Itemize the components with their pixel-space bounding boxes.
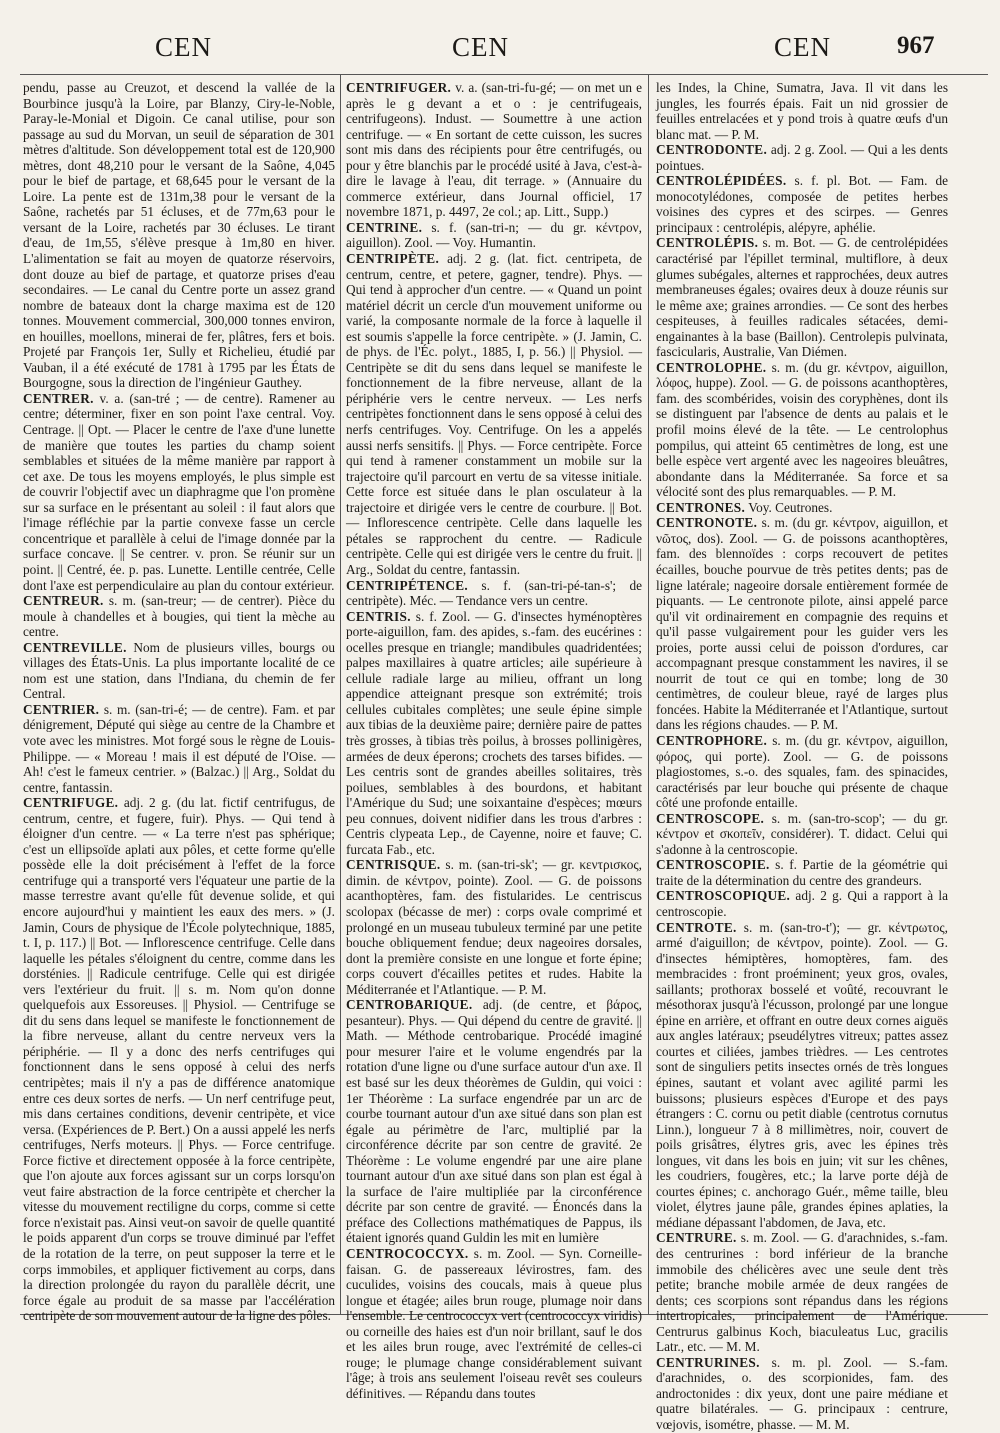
column-3: [656, 80, 949, 1433]
entry-headword: CENTRINE.: [346, 219, 423, 235]
entry-definition: adj. (de centre, et βάρος, pesanteur). Phys. — Qui dépend du centre de gravité. || Math. — Méthode centrobarique. Procédé imaginé pour mesurer l'aire et le volume engendrés par la rotation d'une ligne ou d'une surface autour d'un axe. Il est basé sur les deux théorèmes de Guldin, qui voici : 1er Théorème : La surface engendrée par un arc de courbe tournant autour d'un axe situé dans son plan est égale au périmètre de l'arc, multiplié par la circonférence décrite par son centre de gravité. 2e Théorème : Le volume engendré par une aire plane tournant autour d'un axe situé dans son plan est égal à la surface de l'aire multipliée par la circonférence décrite par son centre de gravité. — Énoncés dans la préface des Collections mathématiques de Pappus, ils étaient ignorés quand Guldin les mit en lumière: [346, 997, 642, 1246]
entry-definition: s. m. (san-tro-t'); — gr. κέντρωτος, armé d'aiguillon; de κέντρον, pointe). Zool. — G. d'insectes hémiptères, homoptères, fam. des membracides : front proéminent; yeux gros, ovales, saillants; prothorax bosselé et voûté, recouvrant le mésothorax jusqu'à l'écusson, prolongé par une longue épine en arrière, et offrant en outre deux cornes aiguës aux angles latéraux; pseudélytres vitreux; pattes assez courtes et ciliées, jambes trièdres. — Les centrotes sont de singuliers petits insectes ornés de très longues épines, sautant et volant avec agilité parmi les buissons; plusieurs espèces d'Europe et des pays étrangers : C. cornu ou petit diable (centrotus cornutus Linn.), longueur 7 à 8 millimètres, noir, couvert de poils grisâtres, élytres gris, avec les épines très longues, vit dans les bois en juin; vit sur les chênes, les coudriers, fougères, etc.; la larve porte déjà de courtes épines; c. anchorago Guér., même taille, bleu violet, élytres jaune pâle, grandes épines aplaties, la médiane dépassant l'abdomen, de Java, etc.: [656, 919, 948, 1230]
dictionary-entry: [656, 173, 948, 235]
entry-definition: v. a. (san-tri-fu-gé; — on met un e après le g devant a et o : je centrifugeais, centrifugeons). Indust. — Soumettre à une action centrifuge. — « En sortant de cette cuisson, les sucres sont mis dans des récipients pour être centrifugés, ou pour y être blanchis par le procédé usité à Java, c'est-à-dire le lavage à l'eau, dit terrage. » (Annuaire du commerce extérieur, dans Journal officiel, 17 novembre 1871, p. 4497, 2e col.; ap. Litt., Supp.): [346, 80, 642, 220]
entry-definition: s. m. pl. Zool. — S.-fam. d'arachnides, o. des scorpionides, fam. des androctonides : dix yeux, dont une paire médiane et quatre bilatérales. — G. principaux : centrure, vœjovis, isométre, phasse. — M. M.: [656, 1354, 948, 1433]
entry-headword: CENTRIPÉTENCE.: [346, 577, 469, 593]
dictionary-entry: [346, 251, 642, 577]
entry-definition: s. m. (san-tri-é; — de centre). Fam. et par dénigrement, Député qui siège au centre de la Chambre et vote avec les ministres. Mot forgé sous le règne de Louis-Philippe. — « Moreau ! mais il est député de l'Oise. — Ah! c'est le fameux centrier. » (Balzac.) || Arg., Soldat du centre, fantassin.: [23, 701, 335, 795]
entry-definition: les Indes, la Chine, Sumatra, Java. Il vit dans les jungles, les fourrés épais. Fait un nid grossier de feuilles entrelacées et y pond trois à quatre œufs d'un blanc mat. — P. M.: [656, 80, 948, 142]
column-1: [23, 80, 336, 1324]
dictionary-entry: [656, 733, 948, 811]
running-head-left: CEN: [155, 32, 212, 62]
dictionary-entry: [656, 500, 948, 516]
dictionary-entry: [346, 997, 642, 1246]
entry-headword: CENTREUR.: [23, 593, 104, 609]
dictionary-entry: [346, 857, 642, 997]
entry-headword: CENTROBARIQUE.: [346, 997, 473, 1013]
dictionary-entry: [346, 1246, 642, 1401]
entry-headword: CENTRIPÈTE.: [346, 251, 440, 267]
entry-headword: CENTRIFUGER.: [346, 80, 452, 95]
dictionary-entry: [656, 920, 948, 1231]
entry-headword: CENTRURINES.: [656, 1354, 760, 1370]
entry-definition: Nom de plusieurs villes, bourgs ou villages des États-Unis. La plus importante localité de ce nom est une station, dans l'Indiana, du chemin de fer Central.: [23, 639, 335, 702]
dictionary-entry: [656, 80, 948, 142]
dictionary-entry: [23, 702, 335, 795]
dictionary-entry: [23, 640, 335, 702]
dictionary-entry: [656, 142, 948, 173]
entry-headword: CENTRODONTE.: [656, 142, 768, 158]
entry-headword: CENTROSCOPE.: [656, 810, 765, 826]
dictionary-entry: [656, 857, 948, 888]
running-head-center: CEN: [452, 32, 509, 62]
entry-definition: s. m. (du gr. κέντρον, aiguillon, φόρος, qui porte). Zool. — G. de poissons plagiostomes, s.-o. des squales, fam. des spinacides, caractérisés par leur bouche qui présente de chaque côté une profonde entaille.: [656, 732, 948, 811]
column-2: [346, 80, 643, 1401]
entry-definition: s. f. (san-tri-n; — du gr. κέντρον, aiguillon). Zool. — Voy. Humantin.: [346, 219, 642, 251]
dictionary-entry: [346, 609, 642, 858]
entry-definition: adj. 2 g. Qui a rapport à la centroscopie.: [656, 888, 949, 919]
dictionary-entry: [656, 360, 948, 500]
entry-headword: CENTROSCOPIE.: [656, 857, 770, 873]
entry-definition: s. m. (du gr. κέντρον, aiguillon, et νῶτος, dos). Zool. — G. de poissons acanthoptères, fam. des blennoïdes : corps recouvert de petites écailles, bouche pourvue de très petites dents; pas de ligne latérale; nageoire dorsale entièrement formée de piquants. — Le centronote pilote, ainsi appelé parce qu'il vit ordinairement en compagnie des requins et qu'il passe vulgairement pour les guider vers les proies, porte aussi celui de poisson d'ordures, car accompagnant presque constamment les navires, il se nourrit de tout ce qui en tombe; long de 30 centimètres, de couleur bleue, rayé de larges plus foncées. Habite la Méditerranée et l'Atlantique, surtout dans les régions chaudes. — P. M.: [656, 515, 948, 733]
entry-definition: s. f. (san-tri-pé-tan-s'; de centripète). Méc. — Tendance vers un centre.: [346, 577, 643, 609]
entry-definition: s. m. (san-tro-scop'; — du gr. κέντρον et σκοπεῖν, considérer). T. didact. Celui qui s'adonne à la centroscopie.: [656, 810, 948, 857]
entry-definition: s. m. Bot. — G. de centrolépidées caractérisé par l'épillet terminal, multiflore, à deux glumes subégales, alternes et rapprochées, deux autres membraneuses égales; ovaires deux à douze réunis sur le même axe; graines arrondies. — Ce sont des herbes cespiteuses, à feuilles radicales sétacées, demi-engainantes à la base (Baillon). Centrolepis pulvinata, fascicularis, Australie, Van Diémen.: [656, 235, 948, 360]
dictionary-entry: [656, 1355, 948, 1433]
dictionary-entry: [23, 80, 335, 391]
entry-headword: CENTRER.: [23, 390, 94, 406]
entry-headword: CENTROLÉPIDÉES.: [656, 173, 787, 189]
entry-definition: s. f. pl. Bot. — Fam. de monocotylédones, composée de petites herbes voisines des cypres et des scirpes. — Genres principaux : centrolépis, alépyre, aphélie.: [656, 173, 949, 235]
column-divider-1: [340, 75, 341, 1315]
entry-headword: CENTROTE.: [656, 919, 737, 935]
entry-definition: adj. 2 g. (lat. fict. centripeta, de centrum, centre, et petere, gagner, tendre). Phys. — Qui tend à approcher d'un centre. — « Quand un point matériel décrit un cercle d'un mouvement uniforme ou varié, la composante normale de la force à laquelle il est soumis s'appelle la force centripète. » (J. Jamin, C. de phys. de l'Éc. polyt., 1885, I, p. 56.) || Physiol. — Centripète se dit du sens dans lequel se manifeste le fonctionnement de la fibre nerveuse, allant de la périphérie vers le centre nerveux. — Les nerfs centripètes fonctionnent dans le sens opposé à celui des nerfs centrifuges. Voy. Centrifuge. On les a appelés aussi nerfs sensitifs. || Phys. — Force centripète. Force qui tend à ramener constamment un mobile sur la trajectoire qu'il parcourt en vertu de sa vitesse initiale. Cette force est située dans le plan osculateur à la trajectoire et dirigée vers le centre de courbure. || Bot. — Inflorescence centripète. Celle dans laquelle les pétales se rapprochent du centre. — Radicule centripète. Celle qui est dirigée vers le centre du fruit. || Arg., Soldat du centre, fantassin.: [346, 251, 643, 577]
entry-definition: adj. 2 g. Zool. — Qui a les dents pointues.: [656, 142, 948, 173]
dictionary-entry: [346, 220, 642, 251]
entry-headword: CENTROLOPHE.: [656, 359, 767, 375]
top-rule: [20, 74, 988, 75]
entry-definition: s. m. (du gr. κέντρον, aiguillon, λόφος, huppe). Zool. — G. de poissons acanthoptères, fam. des scombérides, voisin des coryphènes, dont ils se distinguent par l'absence de dents au palais et le profil moins élevé de la tête. — Le centrolophus pompilus, qui atteint 65 centimètres de long, est une belle espèce vert argenté avec les nageoires bleuâtres, abondante dans la Méditerranée. Sa force et sa vélocité sont des plus remarquables. — P. M.: [656, 359, 948, 500]
entry-definition: pendu, passe au Creuzot, et descend la vallée de la Bourbince jusqu'à la Loire, par Blanzy, Ciry-le-Noble, Paray-le-Monial et Digoin. Ce canal utilise, pour son passage au sud du Morvan, un seuil de séparation de 301 mètres d'altitude. Son développement total est de 120,900 mètres, dont 48,210 pour le versant de la Saône, 4,045 pour le bief de partage, et 68,645 pour le versant de la Loire. La pente est de 131m,38 pour le versant de la Saône, rachetés par 51 écluses, et de 77m,63 pour le versant de la Loire, rachetés par 30 écluses. Le tirant d'eau, de 1m,55, s'élève presque à 1m,80 en hiver. L'alimentation se fait au moyen de quatorze réservoirs, dont douze au bief de partage, et quatorze prises d'eau secondaires. — Le canal du Centre porte un assez grand nombre de bateaux dont la charge maxima est de 120 tonnes. Mouvement commercial, 300,000 tonnes environ, en houilles, moellons, minerai de fer, plâtres, fers et bois. Projeté par François 1er, Sully et Richelieu, étudié par Vauban, il a été exécuté de 1781 à 1795 par les États de Bourgogne, sous la direction de l'ingénieur Gauthey.: [23, 80, 335, 391]
entry-headword: CENTRIFUGE.: [23, 795, 119, 811]
entry-definition: Voy. Ceutrones.: [748, 499, 833, 515]
dictionary-entry: [346, 578, 642, 609]
dictionary-entry: [656, 811, 948, 858]
dictionary-entry: [23, 593, 335, 640]
running-head-right: CEN: [774, 32, 831, 62]
dictionary-entry: [346, 80, 642, 220]
entry-headword: CENTROLÉPIS.: [656, 235, 759, 251]
entry-headword: CENTREVILLE.: [23, 639, 127, 655]
entry-definition: s. m. (san-tri-sk'; — gr. κεντρισκος, dimin. de κέντρον, pointe). Zool. — G. de poissons acanthoptères, fam. des fistularides. Le centriscus scolopax (bécasse de mer) : corps ovale comprimé et prolongé en un museau tubuleux terminé par une petite bouche obliquement fendue; deux nageoires dorsales, dont la première consiste en une longue et forte épine; corps couvert d'écailles petites et rudes. Habite la Méditerranée et l'Atlantique. — P. M.: [346, 857, 643, 997]
entry-headword: CENTRURE.: [656, 1230, 737, 1246]
entry-definition: v. a. (san-tré ; — de centre). Ramener au centre; déterminer, fixer en son point l'axe central. Voy. Centrage. || Opt. — Placer le centre de l'axe d'une lunette de manière que toutes les parties du champ soient semblables et situées de la même manière par rapport à cet axe. De tous les moyens employés, le plus simple est de couvrir l'objectif avec un diaphragme que l'on promène sur sa surface en le présentant au soleil : il faut alors que l'image réfléchie par la partie convexe fasse un cercle concentrique et parallèle à celui de l'image donnée par la surface concave. || Se centrer. v. pron. Se réunir sur un point. || Centré, ée. p. pas. Lunette. Lentille centrée, Celle dont l'axe est perpendiculaire au plan du contour extérieur.: [23, 390, 335, 593]
entry-headword: CENTRONOTE.: [656, 515, 758, 531]
entry-definition: s. f. Partie de la géométrie qui traite de la détermination du centre des grandeurs.: [656, 857, 948, 888]
entry-definition: s. f. Zool. — G. d'insectes hyménoptères porte-aiguillon, fam. des apides, s.-fam. des eucérines : ocelles presque en triangle; mandibules quadridentées; palpes maxillaires à quatre articles; aile supérieure à cellule radiale large au milieu, offrant un long appendice atteignant presque son extrémité; trois cellules cubitales complètes; une seule épine simple aux tibias de la deuxième paire; dernière paire de pattes très grosses, à tibias très poilus, à brosses pollinigères, armées de deux éperons; crochets des tarses bifides. — Les centris sont de grandes abeilles solitaires, très poilues, semblables à des bourdons, et habitant l'Amérique du Sud; une soixantaine d'espèces; mœurs peu connues, doivent nidifier dans les trous d'arbres : Centris clypeata Lep., de Cayenne, noire et fauve; C. furcata Fab., etc.: [346, 608, 642, 857]
dictionary-entry: [23, 795, 335, 1324]
dictionary-entry: [23, 391, 335, 593]
entry-headword: CENTRIS.: [346, 608, 411, 624]
entry-headword: CENTRIER.: [23, 701, 100, 717]
entry-definition: s. m. Zool. — G. d'arachnides, s.-fam. des centrurines : bord inférieur de la branche immobile des chélicères avec une seule dent très petite; branche mobile armée de deux rangées de dents; ces scorpions sont répandus dans les régions intertropicales, principalement de l'Amérique. Centrurus galbinus Koch, biaculeatus Luc, gracilis Latr., etc. — M. M.: [656, 1230, 948, 1355]
entry-headword: CENTRONES.: [656, 499, 746, 515]
running-header: [0, 32, 1000, 68]
entry-definition: s. m. Zool. — Syn. Corneille-faisan. G. de passereaux lévirostres, fam. des cuculides, voisins des coucals, mais à queue plus longue et étagée; ailes brun rouge, plumage noir dans l'ensemble. Le centrococcyx vert (centrococcyx viridis) ou corneille des haies est d'un noir brillant, sauf le dos et les ailes brun rouge, avec l'extrémité de celles-ci rouge; le plumage change considérablement suivant l'âge; à trois ans seulement l'oiseau revêt ses couleurs définitives. — Répandu dans toutes: [346, 1246, 643, 1401]
dictionary-entry: [656, 235, 948, 359]
entry-definition: s. m. (san-treur; — de centrer). Pièce du moule à chandelles et à bougies, qui tient la mèche au centre.: [23, 593, 336, 640]
dictionary-entry: [656, 1230, 948, 1354]
entry-headword: CENTROPHORE.: [656, 732, 768, 748]
column-divider-2: [648, 75, 649, 1315]
dictionary-entry: [656, 515, 948, 733]
entry-definition: adj. 2 g. (du lat. fictif centrifugus, de centrum, centre, et fugere, fuir). Phys. — Qui tend à éloigner d'un centre. — « La terre n'est pas sphérique; c'est un ellipsoïde aplati aux pôles, et cette forme qu'elle possède elle la doit précisément à l'effet de la force centrifuge qui a transporté vers l'équateur une partie de la masse terrestre avant qu'elle fût devenue solide, et qui encore aujourd'hui y maintient les eaux des mers. » (J. Jamin, Cours de physique de l'École polytechnique, 1885, t. I, p. 117.) || Bot. — Inflorescence centrifuge. Celle dans laquelle les pétales s'éloignent du centre, comme dans les dorsténies. || Radicule centrifuge. Celle qui est dirigée vers l'extérieur du fruit. || s. m. Nom qu'on donne quelquefois aux Essoreuses. || Physiol. — Centrifuge se dit du sens dans lequel se manifeste le fonctionnement de la fibre nerveuse, allant du centre nerveux vers la périphérie. — Il y a donc des nerfs centrifuges qui fonctionnent dans le sens opposé à celui des nerfs centripètes; mais il n'y a pas de différence anatomique entre ces deux sortes de nerfs. — Un nerf centrifuge peut, mis dans certaines conditions, devenir centripète, et vice versa. (Expériences de P. Bert.) On a aussi appelé les nerfs centrifuges, Nerfs moteurs. || Phys. — Force centrifuge. Force fictive et directement opposée à la force centripète, que l'on ajoute aux forces agissant sur un corps lorsqu'on veut faire abstraction de la force centripète et chercher la vitesse du mouvement rectiligne du corps, comme si cette force n'existait pas. Ainsi veut-on savoir de quelle quantité le poids apparent d'un corps se trouve diminué par l'effet de la rotation de la terre, on peut supposer la terre et le corps immobiles, et appliquer fictivement au corps, dans la direction prolongée du rayon du parallèle décrit, une force égale au produit de sa masse par l'accélération centripète de son mouvement autour de la ligne des pôles.: [23, 795, 335, 1324]
dictionary-entry: [656, 888, 948, 919]
page-number: 967: [897, 32, 935, 59]
entry-headword: CENTROSCOPIQUE.: [656, 888, 791, 904]
entry-headword: CENTRISQUE.: [346, 857, 441, 873]
entry-headword: CENTROCOCCYX.: [346, 1246, 469, 1262]
